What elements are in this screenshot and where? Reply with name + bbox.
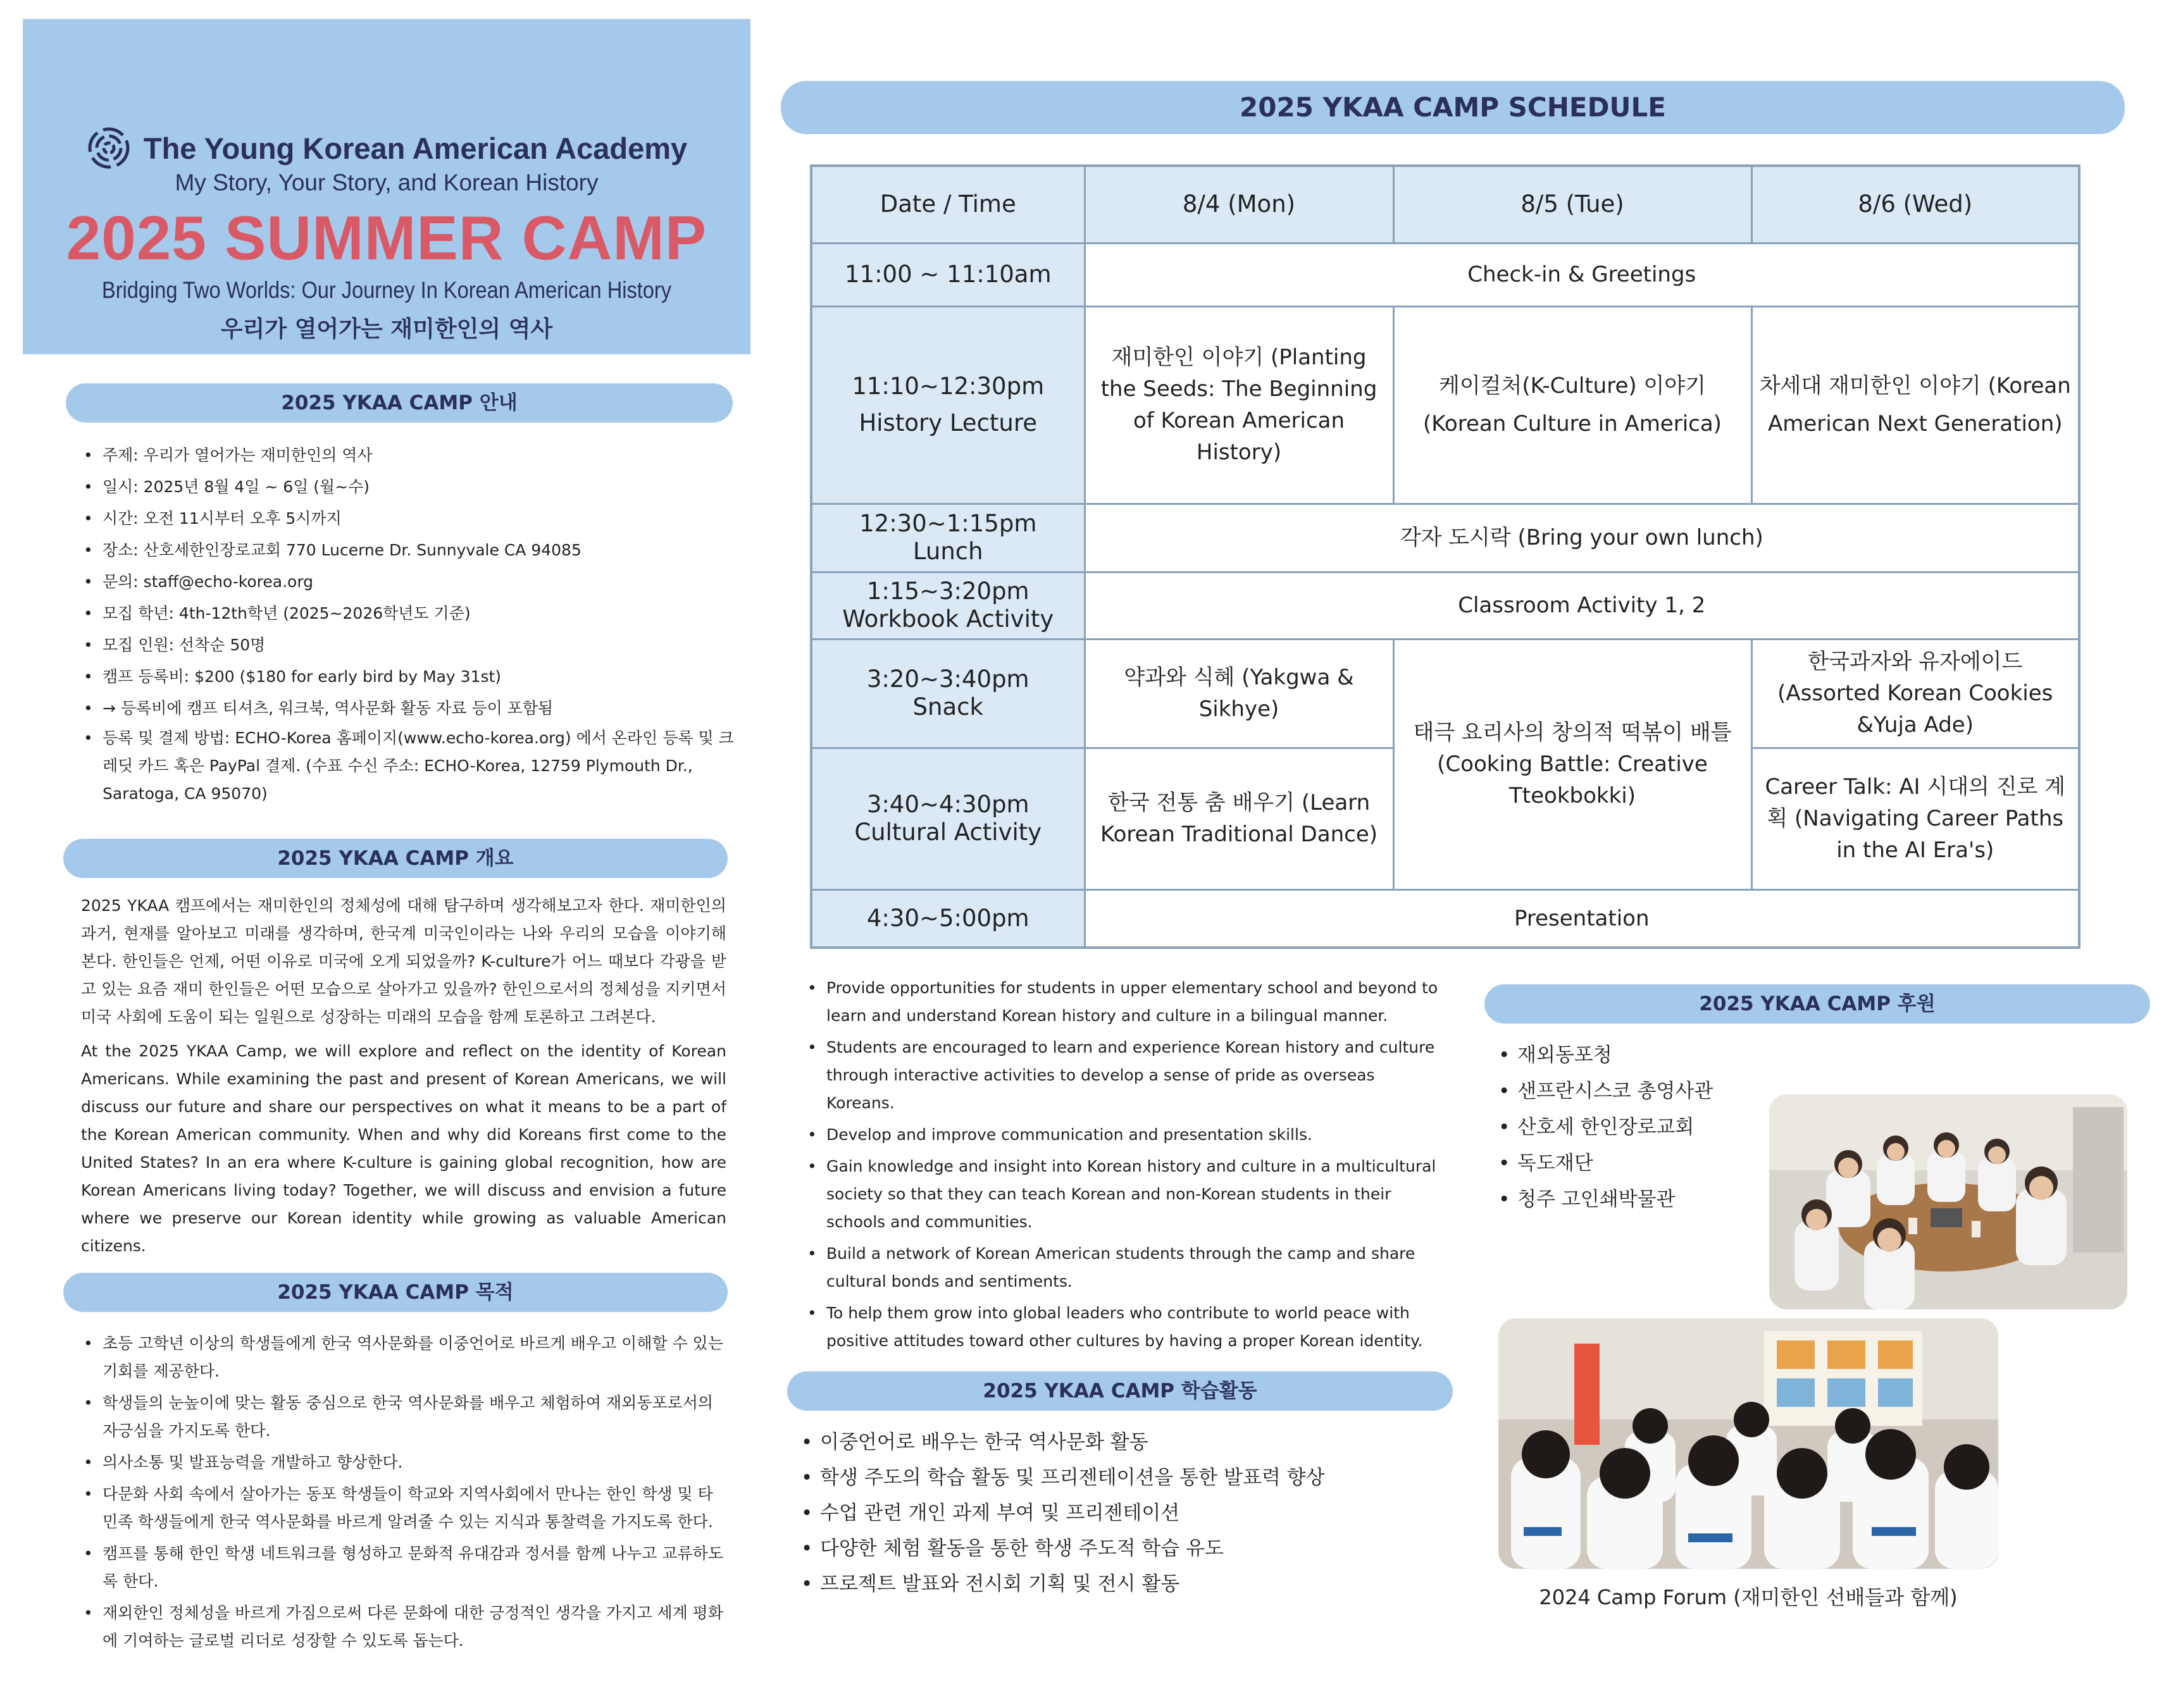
goals-list: [81, 1330, 726, 1659]
event-cell: Career Talk: AI 시대의 진로 계획 (Navigating Career Paths in the AI Era's): [1751, 748, 2079, 889]
activities-item: • 수업 관련 개인 과제 부여 및 프리젠테이션: [799, 1495, 1457, 1531]
event-cell: 태극 요리사의 창의적 떡볶이 배틀 (Cooking Battle: Creative Tteokbokki): [1393, 639, 1751, 889]
camp-group-photo: [1769, 1094, 2127, 1309]
sponsors-heading: 2025 YKAA CAMP 후원: [1484, 984, 2150, 1024]
goals-en-item: • Develop and improve communication and presentation skills.: [805, 1121, 1444, 1149]
time-range: 11:10~12:30pm: [852, 373, 1045, 400]
tagline: My Story, Your Story, and Korean History: [175, 170, 599, 195]
info-item: • 일시: 2025년 8월 4일 ~ 6일 (월~수): [81, 471, 739, 503]
table-row: [811, 504, 2079, 572]
column-header: 8/5 (Tue): [1393, 166, 1751, 243]
time-cell: 11:00 ~ 11:10am: [811, 243, 1085, 306]
activities-heading: 2025 YKAA CAMP 학습활동: [787, 1371, 1453, 1411]
column-header: Date / Time: [811, 166, 1085, 243]
goals-item: • 초등 고학년 이상의 학생들에게 한국 역사문화를 이중언어로 바르게 배우고 이해할 수 있는 기회를 제공한다.: [81, 1330, 726, 1385]
info-item: • 등록 및 결제 방법: ECHO-Korea 홈페이지(www.echo-korea.org) 에서 온라인 등록 및 크레딧 카드 혹은 PayPal 결제. (수표 수신 주소: ECHO-Korea, 12759 Plymouth Dr., Saratoga, CA 95070): [81, 724, 739, 808]
camp-forum-photo: [1498, 1318, 1998, 1569]
event-cell: 케이컬처(K-Culture) 이야기 (Korean Culture in America): [1393, 306, 1751, 504]
column-header: 8/4 (Mon): [1085, 166, 1393, 243]
camp-title: 2025 SUMMER CAMP: [66, 203, 707, 273]
group-photo-illustration: [1769, 1094, 2127, 1309]
sponsor-item: • 청주 고인쇄박물관: [1496, 1182, 1762, 1218]
info-item: • 문의: staff@echo-korea.org: [81, 566, 739, 598]
info-item: • 캠프 등록비: $200 ($180 for early bird by May 31st): [81, 661, 739, 693]
sponsor-item: • 재외동포청: [1496, 1037, 1762, 1074]
table-row: [811, 243, 2079, 306]
info-item-note: • → 등록비에 캠프 티셔츠, 워크북, 역사문화 활동 자료 등이 포함됨: [81, 693, 739, 724]
time-cell: [811, 639, 1085, 748]
time-cell: 4:30~5:00pm: [811, 889, 1085, 948]
sponsor-item: • 산호세 한인장로교회: [1496, 1110, 1762, 1146]
column-header: 8/6 (Wed): [1751, 166, 2079, 243]
time-range: 3:20~3:40pm: [866, 665, 1029, 693]
table-row: [811, 889, 2079, 948]
subtitle-en: Bridging Two Worlds: Our Journey In Korean American History: [101, 277, 672, 303]
info-list: [81, 440, 739, 808]
activities-item: • 다양한 체험 활동을 통한 학생 주도적 학습 유도: [799, 1531, 1457, 1566]
session-label: History Lecture: [859, 409, 1038, 436]
table-row: [811, 572, 2079, 639]
goals-heading: 2025 YKAA CAMP 목적: [63, 1273, 728, 1312]
event-cell: 차세대 재미한인 이야기 (Korean American Next Generation): [1751, 306, 2079, 504]
event-cell: Presentation: [1085, 889, 2079, 948]
goals-item: • 캠프를 통해 한인 학생 네트워크를 형성하고 문화적 유대감과 정서를 함께 나누고 교류하도록 한다.: [81, 1540, 726, 1595]
time-range: 12:30~1:15pm: [859, 510, 1037, 537]
overview-ko: 2025 YKAA 캠프에서는 재미한인의 정체성에 대해 탐구하며 생각해보고자 한다. 재미한인의 과거, 현재를 알아보고 미래를 생각하며, 한국계 미국인이라는 나와 우리의 모습을 이야기해 본다. 한인들은 언제, 어떤 이유로 미국에 오게 되었을까? K-culture가 어느 때보다 각광을 받고 있는 요즘 재미 한인들은 어떤 모습으로 살아가고 있을까? 한인으로서의 정체성을 지키면서 미국 사회에 도움이 되는 일원으로 성장하는 미래의 모습을 함께 토론하고 그려본다.: [81, 896, 726, 1026]
goals-en-item: • Build a network of Korean American students through the camp and share cultural bonds and sentiments.: [805, 1240, 1444, 1296]
forum-photo-illustration: [1498, 1318, 1998, 1569]
session-label: Cultural Activity: [854, 819, 1042, 846]
activities-item: • 학생 주도의 학습 활동 및 프리젠테이션을 통한 발표력 향상: [799, 1460, 1457, 1495]
event-cell: Check-in & Greetings: [1085, 243, 2079, 306]
activities-item: • 이중언어로 배우는 한국 역사문화 활동: [799, 1425, 1457, 1460]
info-heading: 2025 YKAA CAMP 안내: [66, 383, 733, 423]
schedule-heading: 2025 YKAA CAMP SCHEDULE: [781, 81, 2125, 134]
goals-item: • 학생들의 눈높이에 맞는 활동 중심으로 한국 역사문화를 배우고 체험하여 재외동포로서의 자긍심을 가지도록 한다.: [81, 1389, 726, 1445]
event-cell: 한국과자와 유자에이드 (Assorted Korean Cookies &Yuja Ade): [1751, 639, 2079, 748]
activities-list: [799, 1425, 1457, 1602]
session-label: Lunch: [912, 538, 983, 565]
event-cell: Classroom Activity 1, 2: [1085, 572, 2079, 639]
event-cell: 재미한인 이야기 (Planting the Seeds: The Beginning of Korean American History): [1085, 306, 1393, 504]
goals-en-list: [805, 974, 1444, 1359]
event-cell: 한국 전통 춤 배우기 (Learn Korean Traditional Dance): [1085, 748, 1393, 889]
info-item: • 모집 학년: 4th-12th학년 (2025~2026학년도 기준): [81, 598, 739, 629]
time-range: 3:40~4:30pm: [866, 791, 1029, 818]
info-item: • 장소: 산호세한인장로교회 770 Lucerne Dr. Sunnyvale CA 94085: [81, 535, 739, 566]
goals-en-item: • Gain knowledge and insight into Korean history and culture in a multicultural society so that they can teach Korean and non-Korean students in their schools and communities.: [805, 1153, 1444, 1236]
goals-en-item: • Students are encouraged to learn and experience Korean history and culture through interactive activities to develop a sense of pride as overseas Koreans.: [805, 1034, 1444, 1117]
time-cell: [811, 504, 1085, 572]
session-label: Snack: [912, 693, 983, 721]
goals-item: • 의사소통 및 발표능력을 개발하고 향상한다.: [81, 1449, 726, 1476]
time-cell: [811, 572, 1085, 639]
sponsor-item: • 독도재단: [1496, 1146, 1762, 1182]
activities-item: • 프로젝트 발표와 전시회 기획 및 전시 활동: [799, 1566, 1457, 1602]
event-cell: 각자 도시락 (Bring your own lunch): [1085, 504, 2079, 572]
event-cell: 약과와 식혜 (Yakgwa & Sikhye): [1085, 639, 1393, 748]
time-cell: [811, 306, 1085, 504]
photo-caption: 2024 Camp Forum (재미한인 선배들과 함께): [1539, 1585, 1958, 1609]
overview-heading: 2025 YKAA CAMP 개요: [63, 839, 728, 878]
ykaa-logo-icon: [86, 125, 132, 171]
sponsor-item: • 샌프란시스코 총영사관: [1496, 1074, 1762, 1110]
camp-header-banner: [23, 19, 750, 354]
table-row: [811, 639, 2079, 748]
overview-en: At the 2025 YKAA Camp, we will explore and reflect on the identity of Korean Americans. While examining the past and present of Korean Americans, we will discuss our future and share our perspectives on what it means to be a part of the Korean American community. When and why did Koreans first come to the United States? In an era where K-culture is gaining global recognition, how are Korean Americans living today? Together, we will discuss and envision a future where we preserve our Korean identity while growing as valuable American citizens.: [81, 1042, 726, 1255]
org-name: The Young Korean American Academy: [143, 131, 688, 165]
goals-en-item: • Provide opportunities for students in upper elementary school and beyond to learn and understand Korean history and culture in a bilingual manner.: [805, 974, 1444, 1030]
table-row: [811, 306, 2079, 504]
time-cell: [811, 748, 1085, 889]
time-range: 1:15~3:20pm: [866, 578, 1029, 605]
info-item: • 시간: 오전 11시부터 오후 5시까지: [81, 503, 739, 535]
goals-en-item: • To help them grow into global leaders who contribute to world peace with positive attitudes toward other cultures by having a proper Korean identity.: [805, 1299, 1444, 1355]
subtitle-ko: 우리가 열어가는 재미한인의 역사: [220, 316, 553, 342]
table-header-row: [811, 166, 2079, 243]
session-label: Workbook Activity: [842, 605, 1054, 633]
schedule-table: [810, 164, 2080, 949]
goals-item: • 재외한인 정체성을 바르게 가짐으로써 다른 문화에 대한 긍정적인 생각을 가지고 세계 평화에 기여하는 글로벌 리더로 성장할 수 있도록 돕는다.: [81, 1599, 726, 1655]
sponsors-list: [1496, 1037, 1762, 1218]
info-item: • 주제: 우리가 열어가는 재미한인의 역사: [81, 440, 739, 471]
info-item: • 모집 인원: 선착순 50명: [81, 629, 739, 661]
goals-item: • 다문화 사회 속에서 살아가는 동포 학생들이 학교와 지역사회에서 만나는 한인 학생 및 타민족 학생들에게 한국 역사문화를 바르게 알려줄 수 있는 지식과 통찰력을 가지도록 한다.: [81, 1480, 726, 1536]
